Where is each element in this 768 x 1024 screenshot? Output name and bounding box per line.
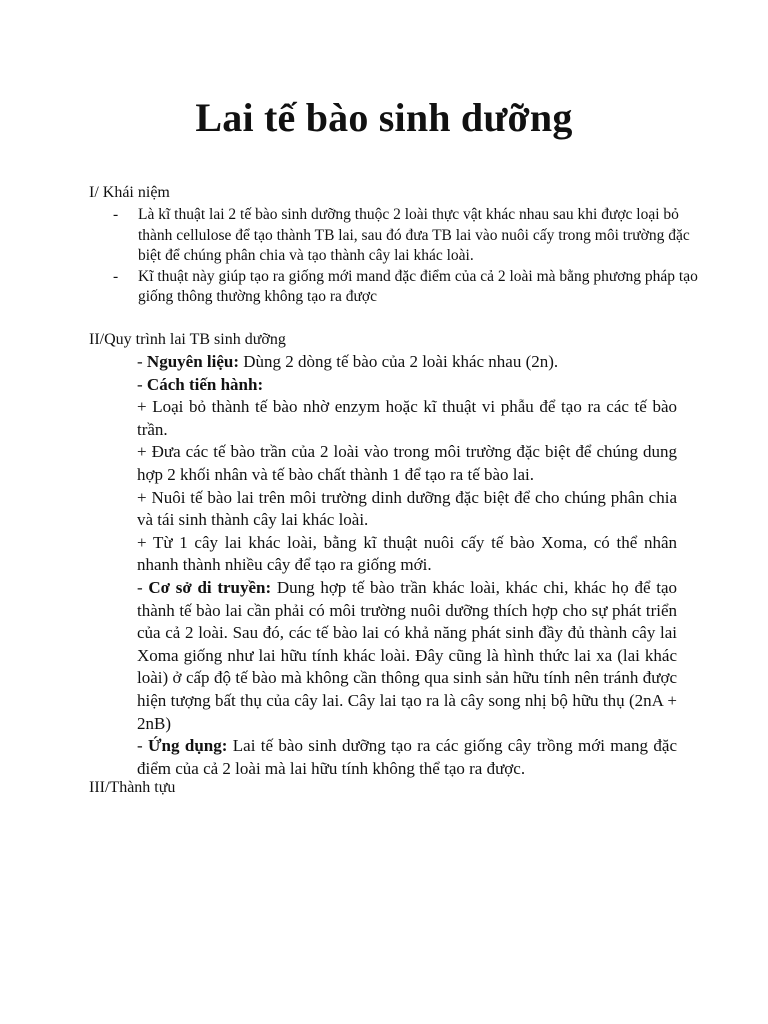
application-text: Lai tế bào sinh dưỡng tạo ra các giống cây trồng mới mang đặc điểm của cả 2 loài mà lai hữu tính không thể tạo ra được. <box>137 736 677 778</box>
step-paragraph: + Đưa các tế bào trần của 2 loài vào trong môi trường đặc biệt để chúng dung hợp 2 khối nhân và tế bào chất thành 1 để tạo ra tế bào lai. <box>137 442 677 484</box>
material-label: Nguyên liệu: <box>146 352 240 371</box>
section-heading-process: II/Quy trình lai TB sinh dưỡng <box>89 331 286 348</box>
list-item <box>113 267 703 308</box>
page-title: Lai tế bào sinh dưỡng <box>195 95 573 140</box>
step-paragraph: + Từ 1 cây lai khác loài, bằng kĩ thuật nuôi cấy tế bào Xoma, có thể nhân nhanh thành nhiều cây để tạo ra giống mới. <box>137 532 677 575</box>
step-paragraph: + Loại bỏ thành tế bào nhờ enzym hoặc kĩ thuật vi phẫu để tạo ra các tế bào trần. <box>137 397 677 439</box>
step-paragraph: + Nuôi tế bào lai trên môi trường dinh dưỡng đặc biệt để cho chúng phân chia và tái sinh thành cây lai khác loài. <box>137 487 677 530</box>
method-paragraph: - Cách tiến hành: <box>137 374 264 394</box>
application-label: Ứng dụng: <box>148 736 228 756</box>
material-paragraph: - Nguyên liệu: Dùng 2 dòng tế bào của 2 loài khác nhau (2n). <box>137 352 559 371</box>
list-item <box>113 205 703 267</box>
application-paragraph: - Ứng dụng: Lai tế bào sinh dưỡng tạo ra các giống cây trồng mới mang đặc điểm của cả 2 loài mà lai hữu tính không thể tạo ra được. <box>137 736 677 778</box>
concept-list <box>113 205 703 308</box>
bullet-text: Kĩ thuật này giúp tạo ra giống mới mand đặc điểm của cả 2 loài mà bằng phương pháp tạo giống thông thường không tạo ra được <box>138 267 698 305</box>
material-text: Dùng 2 dòng tế bào của 2 loài khác nhau (2n). <box>239 352 559 371</box>
section-heading-achievements: III/Thành tựu <box>89 779 176 796</box>
section-heading-concept: I/ Khái niệm <box>89 184 170 201</box>
bullet-dash: - <box>113 206 119 223</box>
genetic-text: Dung hợp tế bào trần khác loài, khác chi, khác họ để tạo thành tế bào lai cần phải có môi trường nuôi dưỡng thích hợp cho sự phát triển của cả 2 loài. Sau đó, các tế bào lai có khả năng phát sinh đầy đủ thành cây lai Xoma giống như lai hữu tính khác loài. Đây cũng là hình thức lai xa (lai khác loài) ở cấp độ tế bào mà không cần thông qua sinh sản hữu tính nên tránh được hiện tượng bất thụ của cây lai. Cây lai tạo ra là cây song nhị bộ hữu thụ (2nA + 2nB) <box>137 577 677 733</box>
genetic-paragraph: - Cơ sở di truyền: Dung hợp tế bào trần khác loài, khác chi, khác họ để tạo thành tế bào lai cần phải có môi trường nuôi dưỡng thích hợp cho sự phát triển của cả 2 loài. Sau đó, các tế bào lai có khả năng phát sinh đầy đủ thành cây lai Xoma giống như lai hữu tính khác loài. Đây cũng là hình thức lai xa (lai khác loài) ở cấp độ tế bào mà không cần thông qua sinh sản hữu tính nên tránh được hiện tượng bất thụ của cây lai. Cây lai tạo ra là cây song nhị bộ hữu thụ (2nA + 2nB) <box>137 577 677 733</box>
bullet-text: Là kĩ thuật lai 2 tế bào sinh dưỡng thuộc 2 loài thực vật khác nhau sau khi được loại bỏ thành cellulose để tạo thành TB lai, sau đó đưa TB lai vào nuôi cấy trong môi trường đặc biệt để chúng phân chia và tạo thành cây lai khác loài. <box>138 206 690 264</box>
bullet-dash: - <box>113 267 119 285</box>
method-label: Cách tiến hành: <box>146 374 264 394</box>
genetic-label: Cơ sở di truyền: <box>148 577 272 597</box>
process-body <box>137 351 677 780</box>
